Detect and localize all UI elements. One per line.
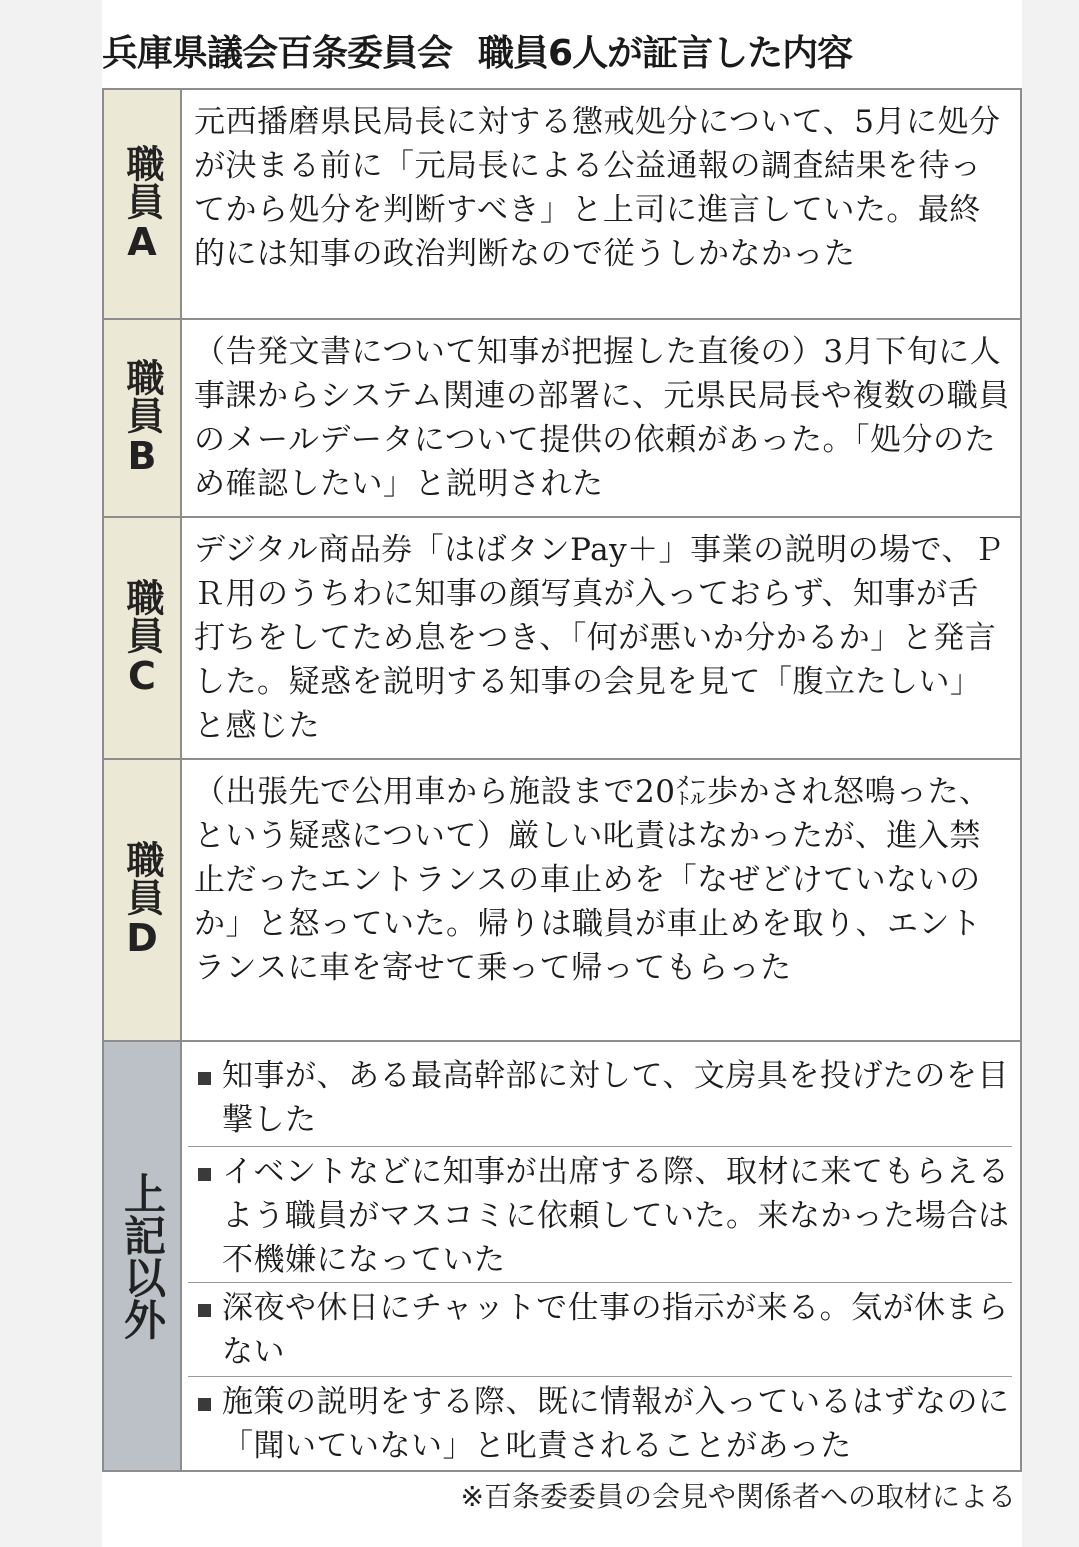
title-spacer — [452, 28, 478, 80]
infographic-panel — [102, 0, 1022, 1547]
title-sub: 職員6人が証言した内容 — [478, 33, 853, 74]
testimony-text: （出張先で公用車から施設まで20㍍歩かされ怒鳴った、という疑惑について）厳しい叱責はなかったが、進入禁止だったエントランスの車止めを「なぜどけていないのか」と怒っていた。帰りは職員が車止めを取り、エントランスに車を寄せて乗って帰ってもらった — [194, 774, 991, 986]
row-label: 職員B — [120, 358, 164, 478]
bullet-item: イベントなどに知事が出席する際、取材に来てもらえるよう職員がマスコミに依頼していた。来なかった場合は不機嫌になっていた — [186, 1150, 1012, 1282]
testimony-row-b — [102, 318, 1022, 518]
bullet-divider — [188, 1376, 1012, 1377]
testimony-text: デジタル商品券「はばタンPay＋」事業の説明の場で、ＰＲ用のうちわに知事の顔写真が入っておらず、知事が舌打ちをしてため息をつき、「何が悪いか分かるか」と発言した。疑惑を説明する知事の会見を見て「腹立たしい」と感じた — [194, 532, 1005, 744]
bullet-item: 知事が、ある最高幹部に対して、文房具を投げたのを目撃した — [186, 1054, 1012, 1142]
bullet-item: 深夜や休日にチャットで仕事の指示が来る。気が休まらない — [186, 1286, 1012, 1374]
bullet-divider — [188, 1146, 1012, 1147]
bullet-item: 施策の説明をする際、既に情報が入っているはずなのに「聞いていない」と叱責されることがあった — [186, 1380, 1012, 1468]
testimony-row-c — [102, 516, 1022, 760]
testimony-text: （告発文書について知事が把握した直後の）3月下旬に人事課からシステム関連の部署に、元県民局長や複数の職員のメールデータについて提供の依頼があった。「処分のため確認したい」と説明された — [194, 334, 1010, 502]
row-label-cell — [104, 90, 182, 318]
testimony-row-a — [102, 88, 1022, 320]
row-label-cell — [104, 760, 182, 1040]
row-label: 職員C — [120, 578, 164, 698]
testimony-row-d — [102, 758, 1022, 1042]
row-label-cell — [104, 1042, 182, 1470]
row-label: 上記以外 — [118, 1172, 167, 1340]
row-label: 職員D — [120, 840, 164, 960]
row-label-cell — [104, 518, 182, 758]
bullet-divider — [188, 1282, 1012, 1283]
other-testimony-row — [102, 1040, 1022, 1472]
title-main: 兵庫県議会百条委員会 — [102, 33, 453, 74]
source-footnote: ※百条委委員の会見や関係者への取材による — [460, 1480, 1016, 1513]
row-label: 職員A — [120, 144, 164, 264]
testimony-text: 元西播磨県民局長に対する懲戒処分について、5月に処分が決まる前に「元局長による公益通報の調査結果を待ってから処分を判断すべき」と上司に進言していた。最終的には知事の政治判断なので従うしかなかった — [194, 104, 1001, 272]
row-label-cell — [104, 320, 182, 516]
page-title — [102, 28, 1022, 80]
